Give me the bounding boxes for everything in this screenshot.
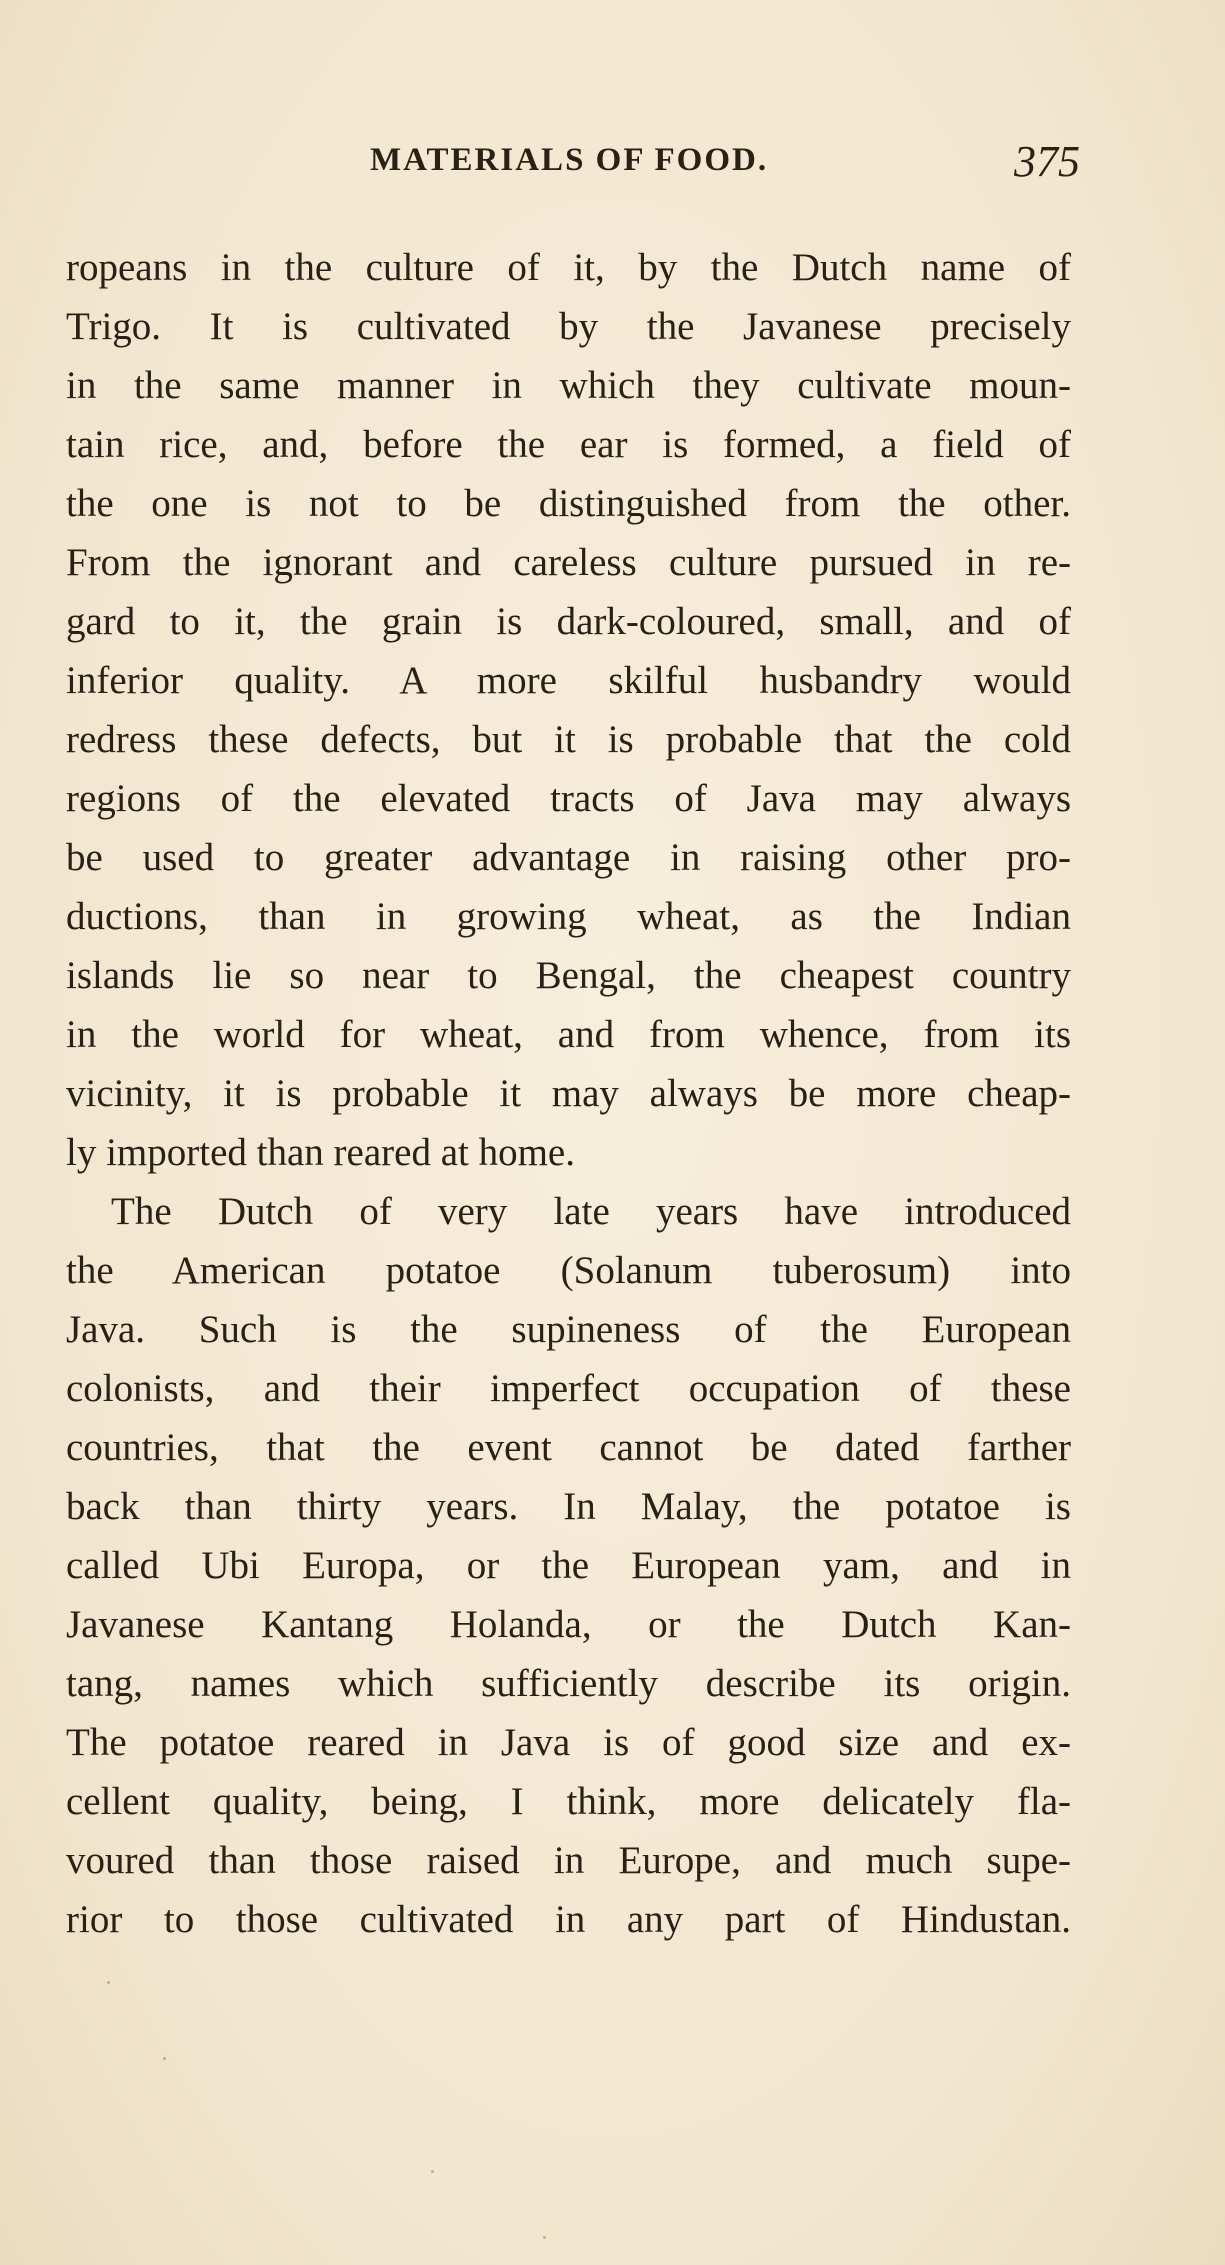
paper-speck xyxy=(543,2236,546,2239)
text-line: inferior quality. A more skilful husbandry would xyxy=(66,659,1071,702)
body-text xyxy=(66,238,1071,1949)
text-line: redress these defects, but it is probable that the cold xyxy=(66,718,1071,761)
text-line: in the world for wheat, and from whence, from its xyxy=(66,1013,1071,1056)
page-header xyxy=(370,136,1080,186)
text-line: regions of the elevated tracts of Java may always xyxy=(66,777,1071,820)
text-line: Trigo. It is cultivated by the Javanese precisely xyxy=(66,305,1071,348)
paper-speck xyxy=(163,2057,166,2060)
text-line: gard to it, the grain is dark-coloured, small, and of xyxy=(66,600,1071,643)
text-line: rior to those cultivated in any part of Hindustan. xyxy=(66,1898,1071,1941)
running-head: MATERIALS OF FOOD. xyxy=(370,142,769,178)
text-line: back than thirty years. In Malay, the potatoe is xyxy=(66,1485,1071,1528)
text-line: The Dutch of very late years have introduced xyxy=(111,1190,1071,1233)
text-line: the one is not to be distinguished from the other. xyxy=(66,482,1071,525)
text-line: countries, that the event cannot be dated farther xyxy=(66,1426,1071,1469)
text-line: Java. Such is the supineness of the European xyxy=(66,1308,1071,1351)
text-line: the American potatoe (Solanum tuberosum) into xyxy=(66,1249,1071,1292)
page-number: 375 xyxy=(1014,137,1080,186)
text-line: ropeans in the culture of it, by the Dutch name of xyxy=(66,246,1071,289)
text-line: Javanese Kantang Holanda, or the Dutch Kan- xyxy=(66,1603,1071,1646)
text-line: ductions, than in growing wheat, as the Indian xyxy=(66,895,1071,938)
text-line: vicinity, it is probable it may always be more cheap- xyxy=(66,1072,1071,1115)
text-line: tang, names which sufficiently describe its origin. xyxy=(66,1662,1071,1705)
text-line: cellent quality, being, I think, more delicately fla- xyxy=(66,1780,1071,1823)
text-line: From the ignorant and careless culture pursued in re- xyxy=(66,541,1071,584)
text-line: called Ubi Europa, or the European yam, and in xyxy=(66,1544,1071,1587)
text-line: tain rice, and, before the ear is formed, a field of xyxy=(66,423,1071,466)
paper-speck xyxy=(431,2170,434,2173)
text-line: colonists, and their imperfect occupation of these xyxy=(66,1367,1071,1410)
text-line: in the same manner in which they cultivate moun- xyxy=(66,364,1071,407)
text-line: islands lie so near to Bengal, the cheapest country xyxy=(66,954,1071,997)
text-line: The potatoe reared in Java is of good size and ex- xyxy=(66,1721,1071,1764)
text-line: be used to greater advantage in raising other pro- xyxy=(66,836,1071,879)
paper-speck xyxy=(107,1981,110,1984)
text-line: voured than those raised in Europe, and much supe- xyxy=(66,1839,1071,1882)
text-line: ly imported than reared at home. xyxy=(66,1131,575,1174)
